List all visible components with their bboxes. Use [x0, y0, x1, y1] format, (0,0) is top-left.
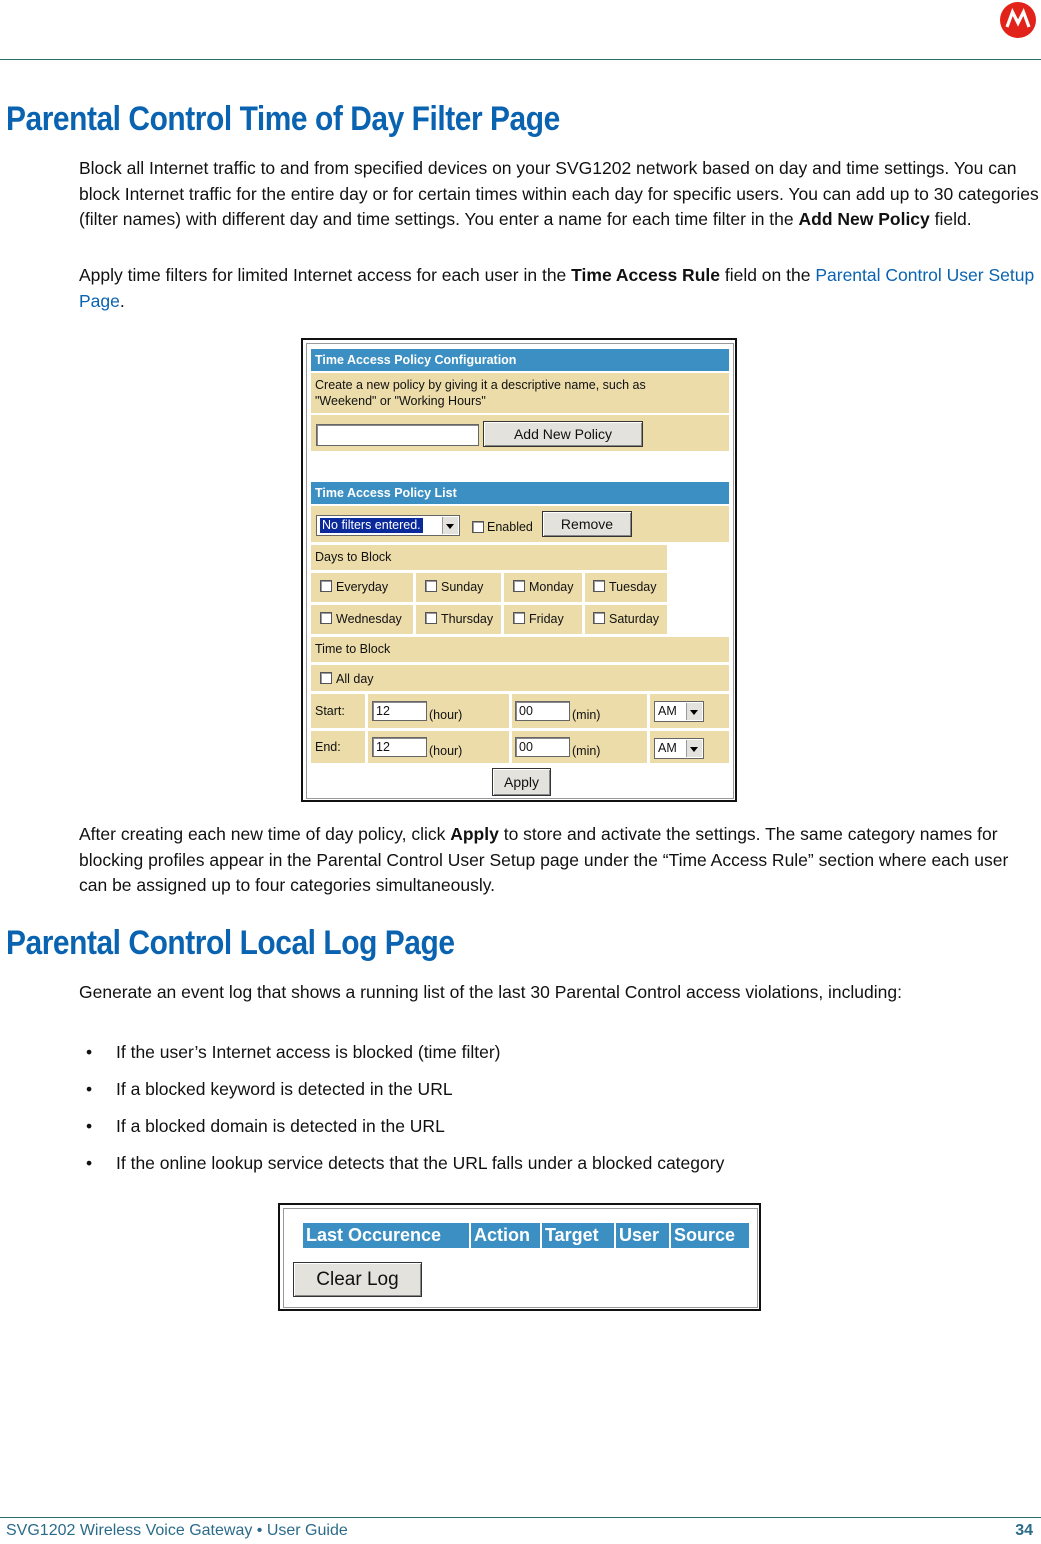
hour-unit-label: (hour) [429, 744, 463, 758]
chevron-down-icon [686, 740, 702, 757]
config-header: Time Access Policy Configuration [311, 349, 729, 371]
log-column-header: Last Occurence [303, 1223, 469, 1248]
bullet-item: If the online lookup service detects that the URL falls under a blocked category [116, 1153, 725, 1173]
sunday-checkbox[interactable] [425, 580, 437, 592]
end-min-input[interactable]: 00 [515, 737, 570, 757]
enabled-checkbox[interactable] [472, 521, 484, 533]
header-divider [0, 59, 1041, 60]
time-header: Time to Block [311, 637, 729, 662]
section-title-local-log: Parental Control Local Log Page [6, 924, 455, 962]
all-day-label: All day [336, 672, 374, 686]
add-new-policy-button[interactable]: Add New Policy [483, 421, 643, 447]
local-log-screenshot [278, 1203, 761, 1311]
hour-unit-label: (hour) [429, 708, 463, 722]
paragraph-apply: After creating each new time of day policy, click Apply to store and activate the settings. The same category names for blocking profiles appear in the Parental Control User Setup page under the “Time Access Rule” section where each user can be assigned up to four categories simultaneously. [79, 824, 1009, 895]
all-day-checkbox[interactable] [320, 672, 332, 684]
bullet-icon: • [86, 1042, 93, 1062]
day-label: Everyday [336, 580, 389, 594]
user-setup-page-link[interactable]: Parental Control User Setup Page [79, 265, 1035, 311]
config-description: Create a new policy by giving it a descriptive name, such as "Weekend" or "Working Hours" [311, 373, 729, 413]
bullet-icon: • [86, 1153, 93, 1173]
end-hour-input[interactable]: 12 [372, 737, 427, 757]
everyday-checkbox[interactable] [320, 580, 332, 592]
min-unit-label: (min) [572, 708, 601, 722]
day-label: Sunday [441, 580, 484, 594]
section-title-time-filter: Parental Control Time of Day Filter Page [6, 100, 560, 138]
bullet-item: If a blocked keyword is detected in the URL [116, 1079, 453, 1099]
start-hour-input[interactable]: 12 [372, 701, 427, 721]
log-column-header: Action [471, 1223, 540, 1248]
monday-checkbox[interactable] [513, 580, 525, 592]
paragraph-time-rule: Apply time filters for limited Internet access for each user in the Time Access Rule field on the Parental Control User Setup Page. [79, 265, 1035, 311]
day-label: Saturday [609, 612, 660, 626]
day-label: Thursday [441, 612, 494, 626]
paragraph-log-intro: Generate an event log that shows a running list of the last 30 Parental Control access violations, including: [79, 982, 902, 1002]
policy-name-input[interactable] [316, 424, 479, 446]
bullet-icon: • [86, 1079, 93, 1099]
policy-select[interactable]: No filters entered. [316, 515, 460, 536]
end-ampm-select[interactable]: AM [654, 738, 704, 759]
log-column-header: Source [671, 1223, 749, 1248]
list-header: Time Access Policy List [311, 482, 729, 504]
day-label: Tuesday [609, 580, 657, 594]
saturday-checkbox[interactable] [593, 612, 605, 624]
end-label: End: [315, 740, 341, 754]
day-label: Friday [529, 612, 564, 626]
bullet-item: If the user’s Internet access is blocked (time filter) [116, 1042, 501, 1062]
footer-divider [0, 1517, 1041, 1518]
footer-doc-title: SVG1202 Wireless Voice Gateway • User Guide [6, 1522, 348, 1539]
tuesday-checkbox[interactable] [593, 580, 605, 592]
friday-checkbox[interactable] [513, 612, 525, 624]
log-column-header: Target [542, 1223, 614, 1248]
wednesday-checkbox[interactable] [320, 612, 332, 624]
day-label: Monday [529, 580, 574, 594]
bullet-item: If a blocked domain is detected in the URL [116, 1116, 445, 1136]
paragraph-intro: Block all Internet traffic to and from specified devices on your SVG1202 network based on day and time settings. You can block Internet traffic for the entire day or for certain times within each day for specific users. You can add up to 30 categories (filter names) with different day and time settings. You enter a name for each time filter in the Add New Policy field. [79, 158, 1039, 229]
start-min-input[interactable]: 00 [515, 701, 570, 721]
days-header: Days to Block [311, 545, 667, 570]
motorola-logo-icon [1000, 2, 1036, 38]
bullet-icon: • [86, 1116, 93, 1136]
day-label: Wednesday [336, 612, 402, 626]
start-label: Start: [315, 704, 345, 718]
thursday-checkbox[interactable] [425, 612, 437, 624]
page-number: 34 [1015, 1522, 1033, 1539]
start-ampm-select[interactable]: AM [654, 701, 704, 722]
time-access-policy-screenshot [301, 338, 737, 802]
remove-button[interactable]: Remove [542, 511, 632, 537]
log-column-header: User [616, 1223, 669, 1248]
chevron-down-icon [442, 517, 458, 534]
chevron-down-icon [686, 703, 702, 720]
enabled-label: Enabled [487, 520, 533, 534]
apply-button[interactable]: Apply [492, 768, 551, 796]
clear-log-button[interactable]: Clear Log [293, 1262, 422, 1297]
min-unit-label: (min) [572, 744, 601, 758]
